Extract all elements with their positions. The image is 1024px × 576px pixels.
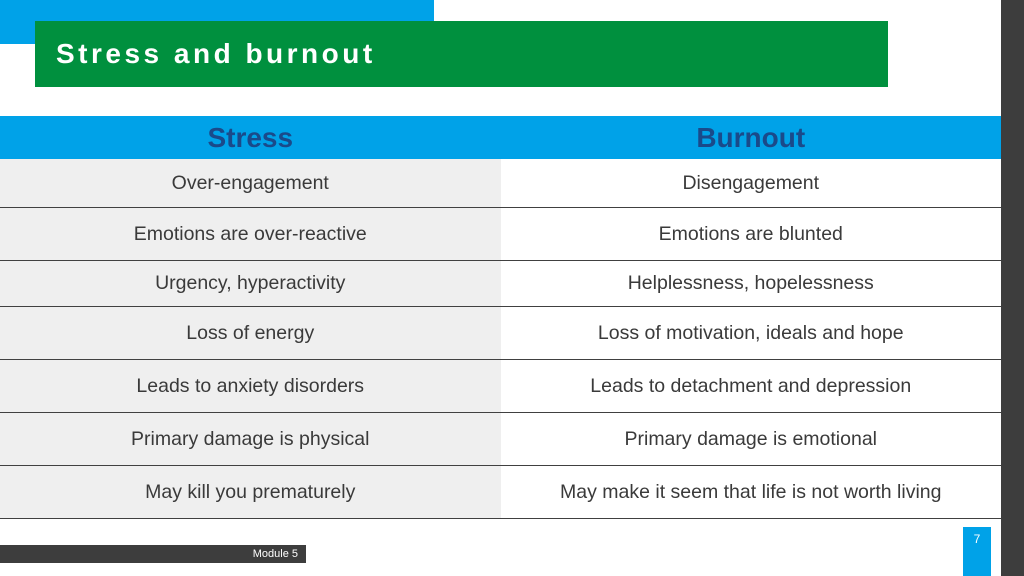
table-header-row: [0, 116, 1001, 159]
burnout-cell: Leads to detachment and depression: [501, 360, 1002, 413]
table-row: [0, 466, 1001, 519]
table-row: [0, 261, 1001, 307]
stress-cell: May kill you prematurely: [0, 466, 501, 519]
page-title: Stress and burnout: [56, 38, 376, 69]
burnout-cell: Loss of motivation, ideals and hope: [501, 307, 1002, 360]
header-burnout: Burnout: [501, 116, 1002, 159]
page-number: 7: [973, 532, 981, 546]
table-row: [0, 413, 1001, 466]
right-side-rail: [1001, 0, 1024, 576]
burnout-cell: Emotions are blunted: [501, 208, 1002, 261]
stress-cell: Over-engagement: [0, 159, 501, 208]
comparison-table: [0, 116, 1001, 519]
stress-cell: Emotions are over-reactive: [0, 208, 501, 261]
burnout-cell: Helplessness, hopelessness: [501, 261, 1002, 307]
table-row: [0, 307, 1001, 360]
footer-bar: [0, 545, 306, 563]
table-row: [0, 360, 1001, 413]
stress-cell: Leads to anxiety disorders: [0, 360, 501, 413]
stress-cell: Primary damage is physical: [0, 413, 501, 466]
table-row: [0, 208, 1001, 261]
page-number-badge: [963, 527, 991, 576]
stress-cell: Loss of energy: [0, 307, 501, 360]
title-banner: [35, 21, 888, 87]
burnout-cell: May make it seem that life is not worth living: [501, 466, 1002, 519]
stress-cell: Urgency, hyperactivity: [0, 261, 501, 307]
burnout-cell: Disengagement: [501, 159, 1002, 208]
burnout-cell: Primary damage is emotional: [501, 413, 1002, 466]
footer-module-label: Module 5: [252, 548, 298, 560]
table-row: [0, 159, 1001, 208]
header-stress: Stress: [0, 116, 501, 159]
